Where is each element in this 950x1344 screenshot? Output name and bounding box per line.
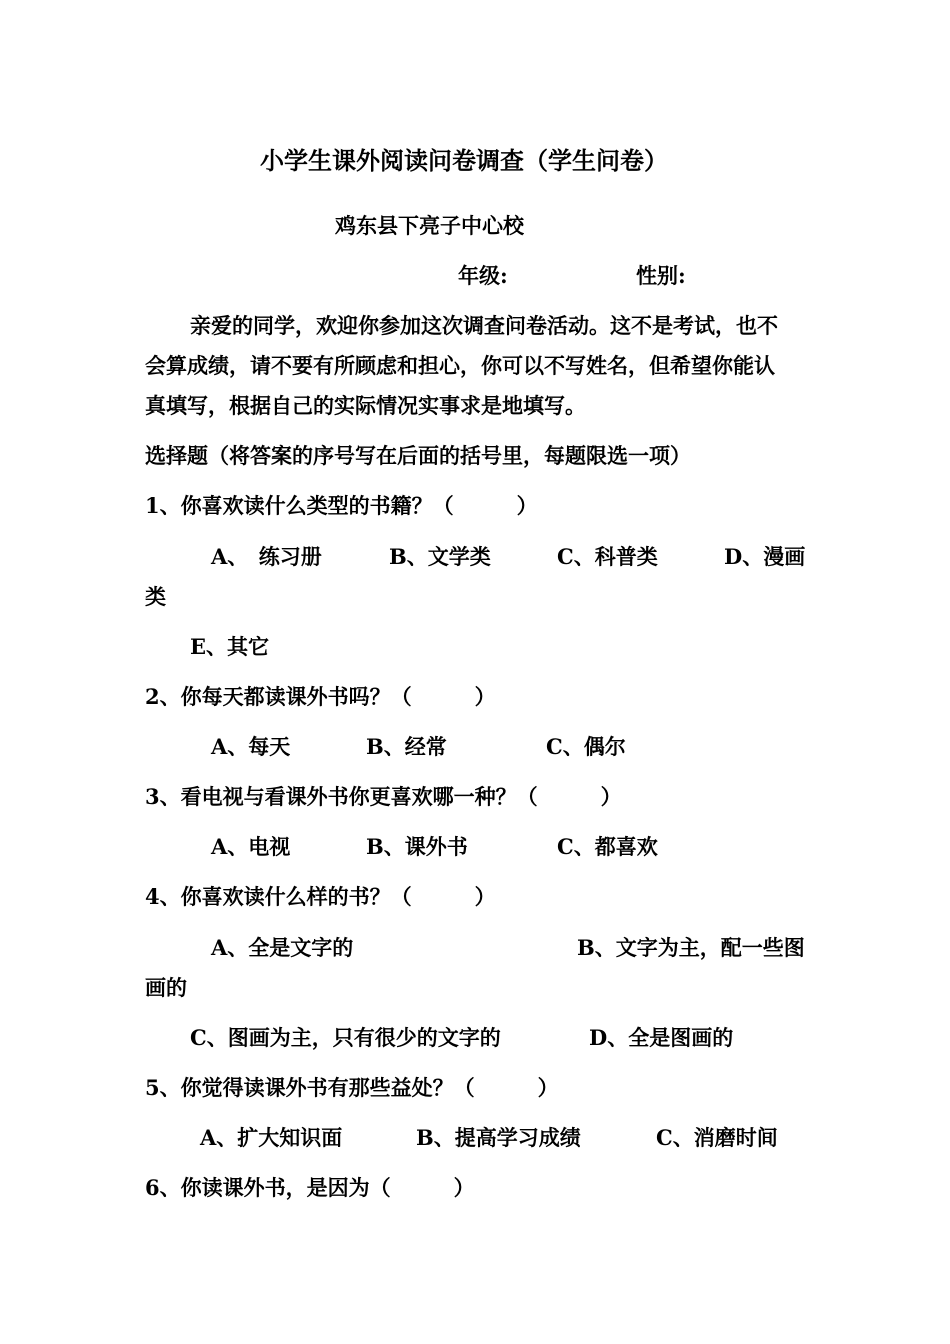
question-2: 2、你每天都读课外书吗？（ ）: [145, 684, 496, 709]
q3-option-a: A、电视: [211, 834, 291, 859]
q4-option-d: D、全是图画的: [589, 1025, 734, 1050]
q1-option-e: E、其它: [190, 634, 270, 659]
gender-label: 性别:: [636, 263, 686, 288]
q2-option-c: C、偶尔: [546, 734, 626, 759]
q1-option-b: B、文学类: [389, 544, 491, 569]
q1-option-c: C、科普类: [557, 544, 658, 569]
q1-option-d-wrap: 类: [145, 584, 166, 609]
q4-option-b: B、文字为主，配一些图: [577, 935, 805, 960]
q5-option-c: C、消磨时间: [656, 1125, 778, 1150]
q4-option-c: C、图画为主，只有很少的文字的: [190, 1025, 501, 1050]
q1-option-a: A、 练习册: [211, 544, 322, 569]
q4-option-a: A、全是文字的: [211, 935, 354, 960]
question-5: 5、你觉得读课外书有那些益处？（ ）: [145, 1075, 559, 1100]
question-1: 1、你喜欢读什么类型的书籍？（ ）: [145, 493, 538, 518]
intro-line-2: 会算成绩，请不要有所顾虑和担心，你可以不写姓名，但希望你能认: [145, 353, 775, 378]
section-heading: 选择题（将答案的序号写在后面的括号里，每题限选一项）: [145, 443, 691, 468]
q5-option-a: A、扩大知识面: [200, 1125, 343, 1150]
q5-option-b: B、提高学习成绩: [416, 1125, 581, 1150]
intro-line-1: 亲爱的同学，欢迎你参加这次调查问卷活动。这不是考试，也不: [190, 313, 778, 338]
q2-option-b: B、经常: [366, 734, 447, 759]
q1-option-d: D、漫画: [724, 544, 806, 569]
q4-option-b-wrap: 画的: [145, 975, 187, 1000]
grade-label: 年级:: [458, 263, 508, 288]
question-4: 4、你喜欢读什么样的书？（ ）: [145, 884, 496, 909]
document-title: 小学生课外阅读问卷调查（学生问卷）: [260, 146, 668, 175]
school-name: 鸡东县下亮子中心校: [335, 213, 524, 238]
q3-option-b: B、课外书: [366, 834, 468, 859]
question-3: 3、看电视与看课外书你更喜欢哪一种？（ ）: [145, 784, 622, 809]
q3-option-c: C、都喜欢: [557, 834, 658, 859]
q2-option-a: A、每天: [211, 734, 291, 759]
intro-line-3: 真填写，根据自己的实际情况实事求是地填写。: [145, 393, 586, 418]
question-6: 6、你读课外书，是因为（ ）: [145, 1175, 475, 1200]
